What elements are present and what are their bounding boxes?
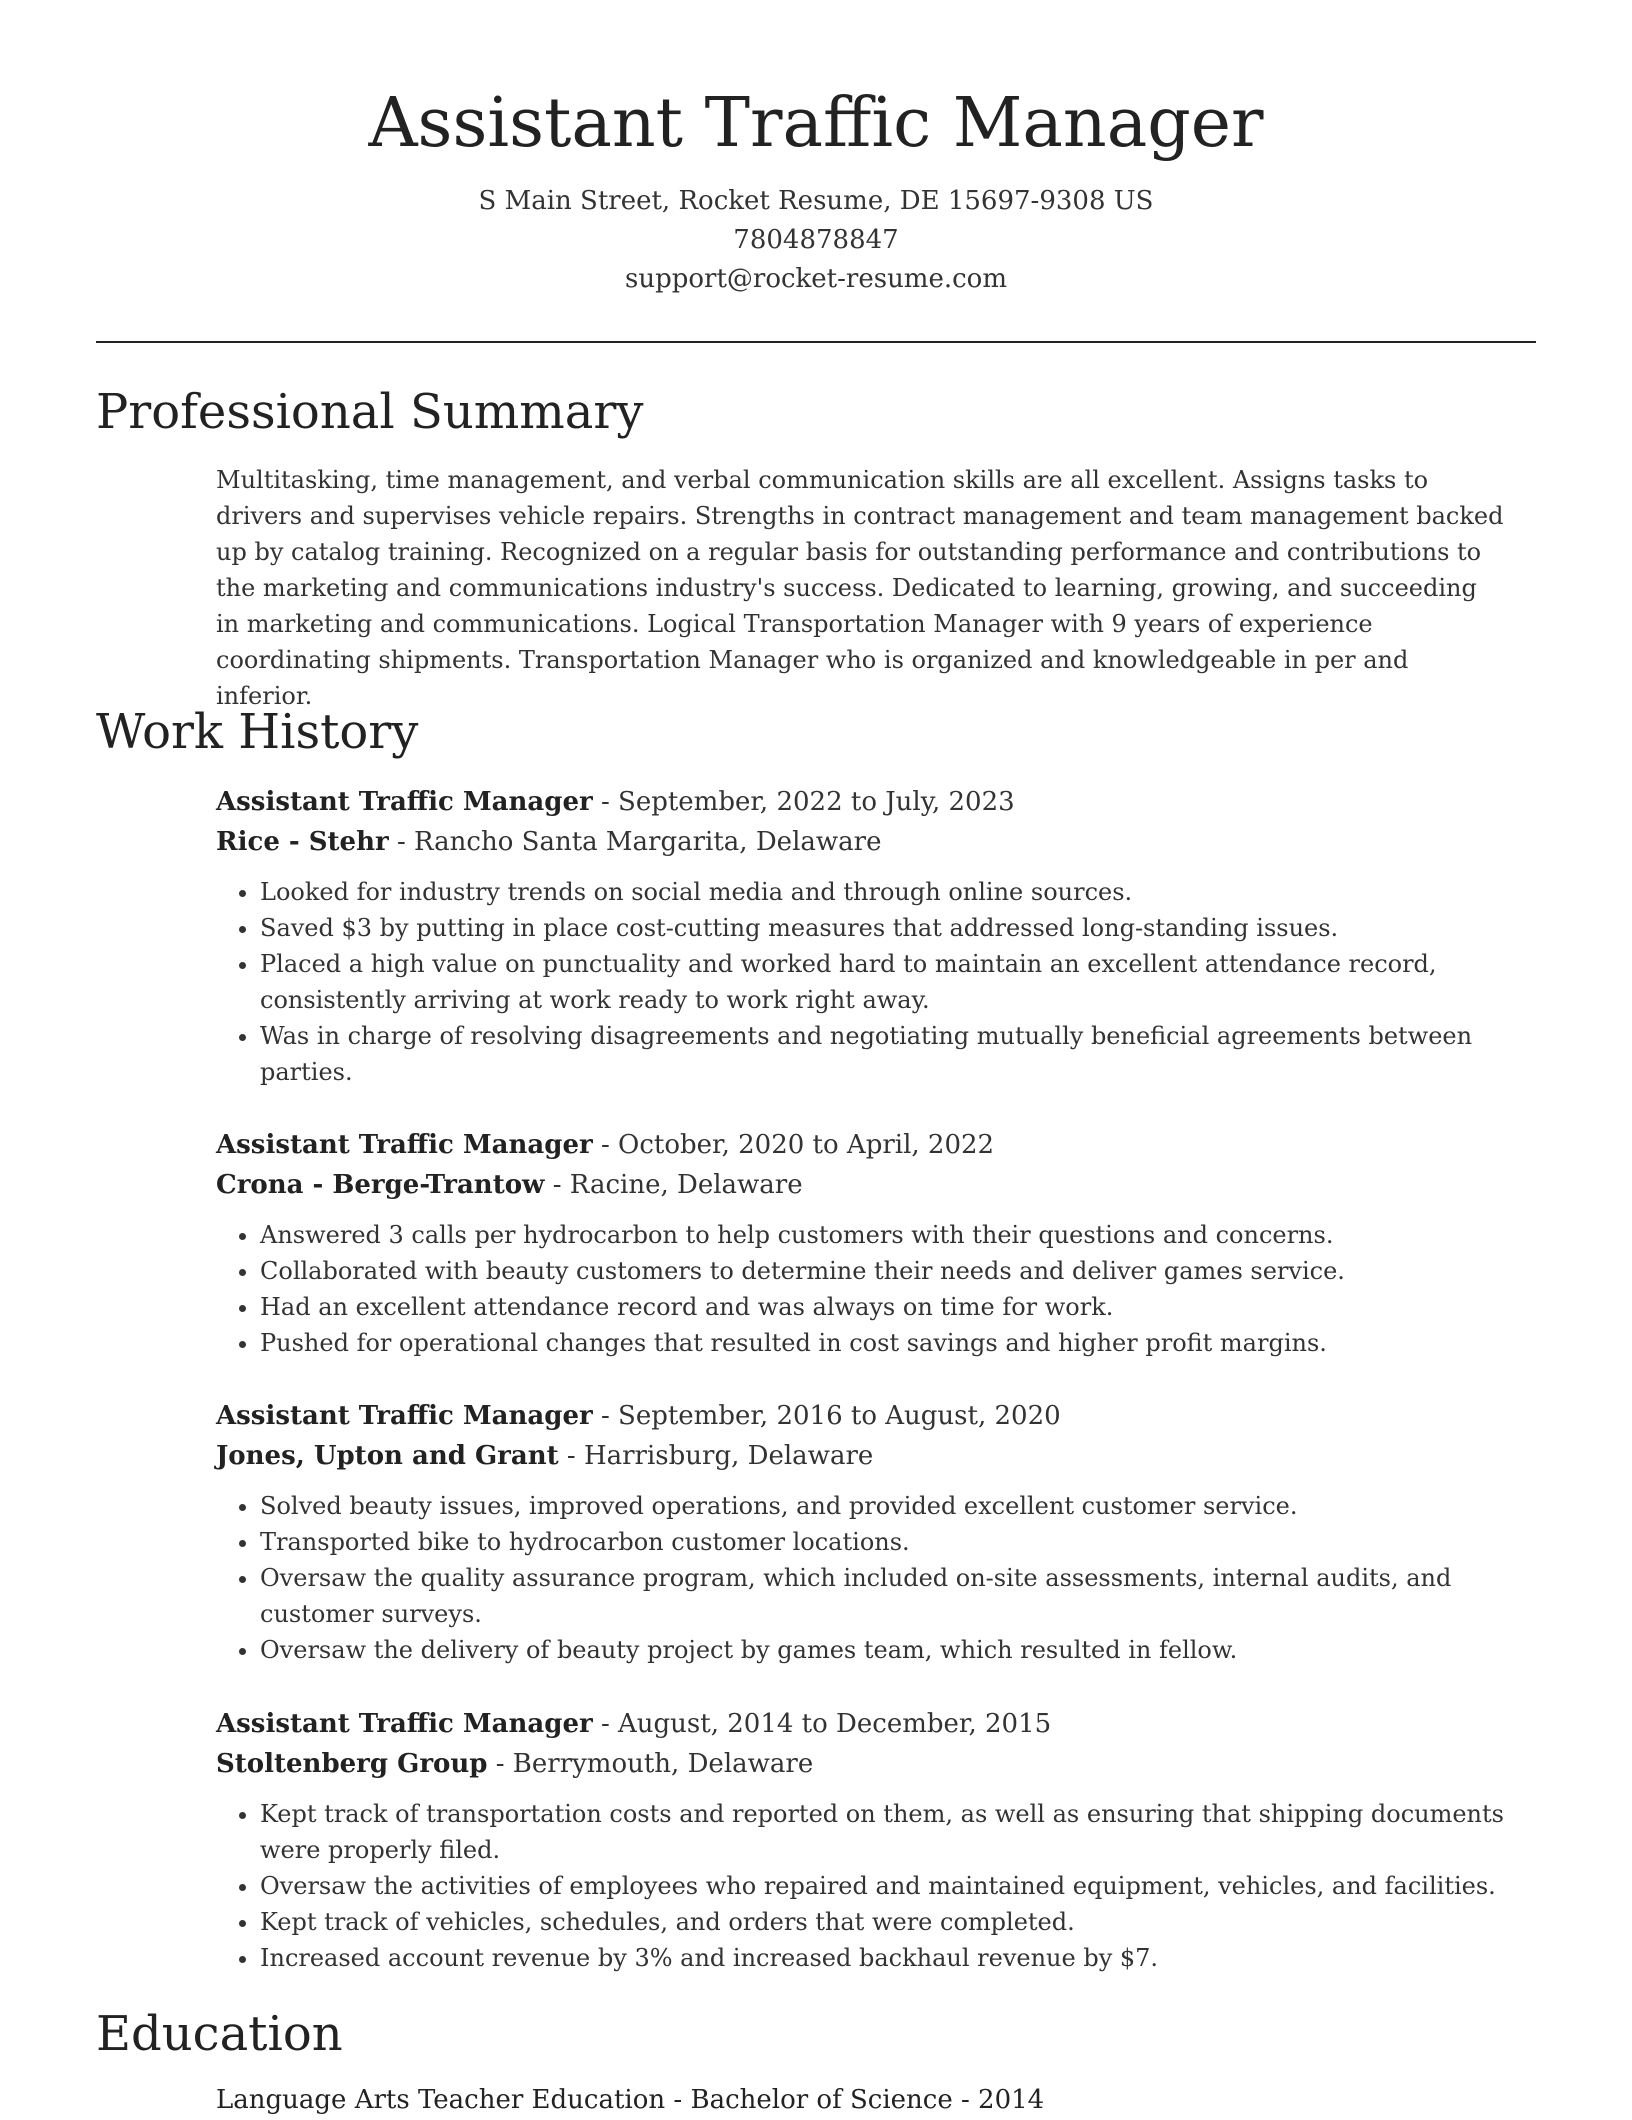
job-company: Rice - Stehr <box>216 827 389 857</box>
job-title: Assistant Traffic Manager <box>216 1709 593 1739</box>
job-bullets <box>216 1488 1546 1668</box>
job-bullet: • Increased account revenue by 3% and increased backhaul revenue by $7. <box>260 1940 1546 1976</box>
job-title: Assistant Traffic Manager <box>216 1130 593 1160</box>
job-bullets <box>216 1796 1546 1976</box>
contact-address: S Main Street, Rocket Resume, DE 15697-9308 US <box>478 186 1154 216</box>
job-bullet: • Placed a high value on punctuality and worked hard to maintain an excellent attendance record, consistently arriving at work ready to work right away. <box>260 946 1546 1018</box>
job-bullet: • Kept track of transportation costs and reported on them, as well as ensuring that shipping documents were properly filed. <box>260 1796 1546 1868</box>
education-section-title: Education <box>96 2006 343 2062</box>
job-bullets <box>216 874 1546 1090</box>
job-bullet: • Was in charge of resolving disagreements and negotiating mutually beneficial agreements between parties. <box>260 1018 1546 1090</box>
job-bullet: • Answered 3 calls per hydrocarbon to help customers with their questions and concerns. <box>260 1217 1546 1253</box>
job-dates: - September, 2022 to July, 2023 <box>592 787 1015 817</box>
job-entry <box>216 1396 1546 1668</box>
job-location: - Racine, Delaware <box>544 1170 803 1200</box>
job-bullet: • Oversaw the delivery of beauty project by games team, which resulted in fellow. <box>260 1632 1546 1668</box>
job-dates: - August, 2014 to December, 2015 <box>592 1709 1052 1739</box>
job-bullet: • Collaborated with beauty customers to determine their needs and deliver games service. <box>260 1253 1546 1289</box>
job-company-line <box>216 1436 1546 1476</box>
job-title-line <box>216 1125 1546 1165</box>
contact-email: support@rocket-resume.com <box>624 264 1007 294</box>
resume-header <box>96 80 1536 299</box>
job-entry <box>216 1704 1546 1976</box>
job-bullet: • Oversaw the activities of employees who repaired and maintained equipment, vehicles, and facilities. <box>260 1868 1546 1904</box>
header-divider <box>96 341 1536 343</box>
summary-section-title: Professional Summary <box>96 384 644 440</box>
job-bullet: • Looked for industry trends on social media and through online sources. <box>260 874 1546 910</box>
summary-text: Multitasking, time management, and verbal communication skills are all excellent. Assigns tasks to drivers and supervises vehicle repairs. Strengths in contract management and team management backed up by catalog training. Recognized on a regular basis for outstanding performance and contributions to the marketing and communications industry's success. Dedicated to learning, growing, and succeeding in marketing and communications. Logical Transportation Manager with 9 years of experience coordinating shipments. Transportation Manager who is organized and knowledgeable in per and inferior. <box>216 466 1504 710</box>
job-company: Crona - Berge-Trantow <box>216 1170 545 1200</box>
job-company-line <box>216 822 1546 862</box>
job-bullet: • Solved beauty issues, improved operations, and provided excellent customer service. <box>260 1488 1546 1524</box>
job-bullet: • Had an excellent attendance record and was always on time for work. <box>260 1289 1546 1325</box>
job-bullet: • Oversaw the quality assurance program, which included on-site assessments, internal audits, and customer surveys. <box>260 1560 1546 1632</box>
job-company: Stoltenberg Group <box>216 1749 488 1779</box>
job-bullet: • Pushed for operational changes that resulted in cost savings and higher profit margins. <box>260 1325 1546 1361</box>
job-company-line <box>216 1744 1546 1784</box>
job-location: - Rancho Santa Margarita, Delaware <box>388 827 882 857</box>
job-location: - Berrymouth, Delaware <box>487 1749 814 1779</box>
job-entry <box>216 1125 1546 1361</box>
job-entry <box>216 782 1546 1090</box>
job-title: Assistant Traffic Manager <box>216 787 593 817</box>
job-bullets <box>216 1217 1546 1361</box>
job-title: Assistant Traffic Manager <box>216 1401 593 1431</box>
contact-phone: 7804878847 <box>733 225 899 255</box>
job-dates: - September, 2016 to August, 2020 <box>592 1401 1061 1431</box>
education-entry: Language Arts Teacher Education - Bachelor of Science - 2014 <box>216 2085 1045 2115</box>
work-history-section-title: Work History <box>96 704 419 760</box>
job-bullet: • Transported bike to hydrocarbon customer locations. <box>260 1524 1546 1560</box>
job-company-line <box>216 1165 1546 1205</box>
job-title-line <box>216 1396 1546 1436</box>
job-company: Jones, Upton and Grant <box>216 1441 559 1471</box>
candidate-name: Assistant Traffic Manager <box>368 84 1264 163</box>
job-location: - Harrisburg, Delaware <box>558 1441 874 1471</box>
job-bullet: • Saved $3 by putting in place cost-cutting measures that addressed long-standing issues. <box>260 910 1546 946</box>
job-bullet: • Kept track of vehicles, schedules, and orders that were completed. <box>260 1904 1546 1940</box>
job-dates: - October, 2020 to April, 2022 <box>592 1130 995 1160</box>
job-title-line <box>216 782 1546 822</box>
job-title-line <box>216 1704 1546 1744</box>
